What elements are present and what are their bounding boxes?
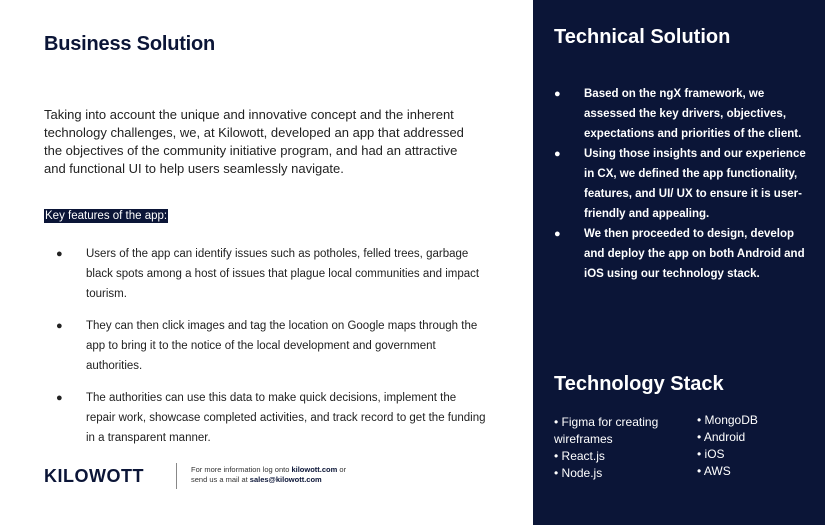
stack-item: • React.js xyxy=(554,449,605,463)
website-link[interactable]: kilowott.com xyxy=(291,465,338,474)
bullet-icon: ● xyxy=(554,88,561,100)
list-item xyxy=(554,224,814,284)
features-list xyxy=(56,244,486,460)
business-intro: Taking into account the unique and innovative concept and the inherent technology challenges, we, at Kilowott, developed an app that addressed the objectives of the community initiative program, and had an attractive and functional UI to help users seamlessly navigate. xyxy=(44,107,464,176)
bullet-icon: ● xyxy=(554,148,561,160)
contact-prefix-2: send us a mail at xyxy=(191,475,250,484)
list-item xyxy=(56,388,486,448)
technical-list xyxy=(554,84,814,284)
bullet-icon: ● xyxy=(554,228,561,240)
business-solution-title: Business Solution xyxy=(44,33,216,55)
list-item xyxy=(554,84,814,144)
stack-column-2 xyxy=(697,412,807,480)
list-item xyxy=(56,244,486,304)
bullet-icon: ● xyxy=(56,392,63,404)
contact-prefix: For more information log onto xyxy=(191,465,292,474)
kilowott-logo: KILOWOTT xyxy=(44,466,144,486)
list-item xyxy=(56,316,486,376)
technical-text: Using those insights and our experience in CX, we defined the app functionality, features, and UI/ UX to ensure it is user-friendly and appealing. xyxy=(584,148,806,220)
key-features-label: Key features of the app: xyxy=(45,210,168,222)
bullet-icon: ● xyxy=(56,320,63,332)
stack-item: • AWS xyxy=(697,464,731,478)
technical-solution-title: Technical Solution xyxy=(554,26,731,48)
footer-contact xyxy=(191,465,346,485)
list-item xyxy=(554,144,814,224)
feature-text: They can then click images and tag the location on Google maps through the app to bring it to the notice of the local development and government authorities. xyxy=(86,320,478,372)
stack-item: • Node.js xyxy=(554,466,603,480)
bullet-icon: ● xyxy=(56,248,63,260)
stack-item: • Android xyxy=(697,430,746,444)
technical-text: Based on the ngX framework, we assessed the key drivers, objectives, expectations and priorities of the client. xyxy=(584,88,802,140)
contact-mid: or xyxy=(337,465,347,474)
stack-column-1 xyxy=(554,414,684,482)
stack-item: • iOS xyxy=(697,447,725,461)
email-link[interactable]: sales@kilowott.com xyxy=(249,475,322,484)
stack-item: • Figma for creating wireframes xyxy=(554,415,659,446)
feature-text: The authorities can use this data to make quick decisions, implement the repair work, showcase completed activities, and track record to get the funding in a transparent manner. xyxy=(86,392,486,444)
stack-item: • MongoDB xyxy=(697,413,758,427)
feature-text: Users of the app can identify issues such as potholes, felled trees, garbage black spots among a host of issues that plague local communities and impact tourism. xyxy=(86,248,480,300)
technology-stack-title: Technology Stack xyxy=(554,373,724,395)
footer-divider xyxy=(176,463,177,489)
technical-text: We then proceeded to design, develop and deploy the app on both Android and iOS using our technology stack. xyxy=(584,228,805,280)
